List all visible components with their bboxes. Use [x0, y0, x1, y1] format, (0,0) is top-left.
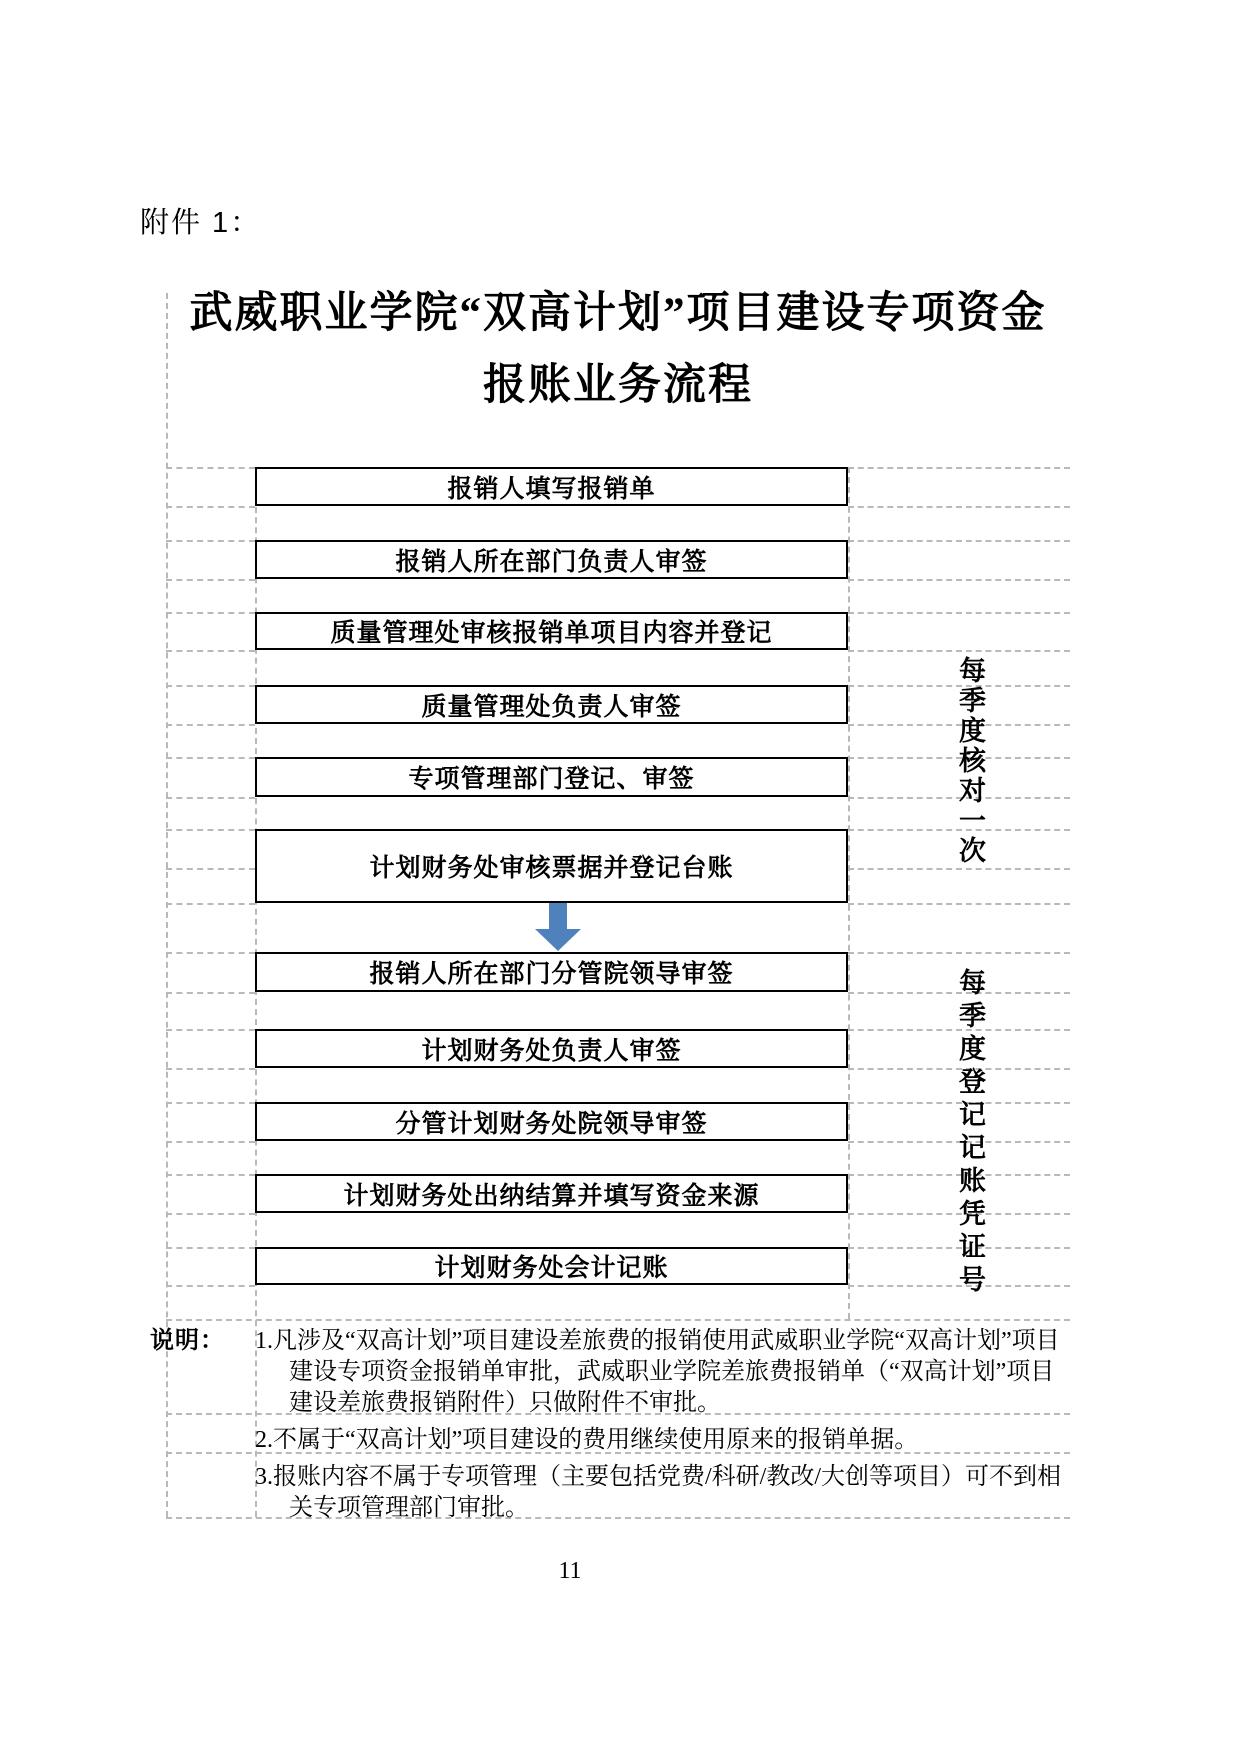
notes-items	[255, 1326, 1075, 1524]
flow-step-11: 计划财务处会计记账	[255, 1247, 848, 1285]
flow-step-2: 报销人所在部门负责人审签	[255, 540, 848, 579]
notes-section	[150, 1326, 1075, 1527]
flow-step-3: 质量管理处审核报销单项目内容并登记	[255, 612, 848, 650]
page-title-line2: 报账业务流程	[483, 362, 753, 409]
note-item-3: 3.报账内容不属于专项管理（主要包括党费/科研/教改/大创等项目）可不到相关专项管理部门审批。	[255, 1464, 1062, 1521]
flow-step-6: 计划财务处审核票据并登记台账	[255, 829, 848, 903]
note-item-1: 1.凡涉及“双高计划”项目建设差旅费的报销使用武威职业学院“双高计划”项目建设专项资金报销单审批，武威职业学院差旅费报销单（“双高计划”项目建设差旅费报销附件）只做附件不审批。	[255, 1328, 1060, 1416]
flow-step-8: 计划财务处负责人审签	[255, 1029, 848, 1068]
flow-step-7: 报销人所在部门分管院领导审签	[255, 952, 848, 992]
flow-step-4: 质量管理处负责人审签	[255, 685, 848, 724]
attachment-label: 附件 1：	[140, 207, 262, 239]
flow-step-1: 报销人填写报销单	[255, 467, 848, 506]
page-number: 11	[558, 1558, 582, 1584]
side-annotation-quarterly-check: 每季度核对一次	[955, 656, 985, 866]
flow-step-10: 计划财务处出纳结算并填写资金来源	[255, 1174, 848, 1213]
note-item-2: 2.不属于“双高计划”项目建设的费用继续使用原来的报销单据。	[255, 1427, 919, 1453]
down-arrow-head	[535, 929, 581, 951]
notes-label: 说明：	[150, 1328, 225, 1354]
page-title-line1: 武威职业学院“双高计划”项目建设专项资金	[189, 290, 1047, 337]
flow-step-5: 专项管理部门登记、审签	[255, 757, 848, 797]
down-arrow-stem	[549, 903, 567, 930]
page-title	[166, 278, 1070, 422]
side-annotation-voucher-number: 每季度登记记账凭证号	[955, 968, 985, 1298]
flow-step-9: 分管计划财务处院领导审签	[255, 1102, 848, 1141]
down-arrow-icon	[534, 903, 582, 951]
